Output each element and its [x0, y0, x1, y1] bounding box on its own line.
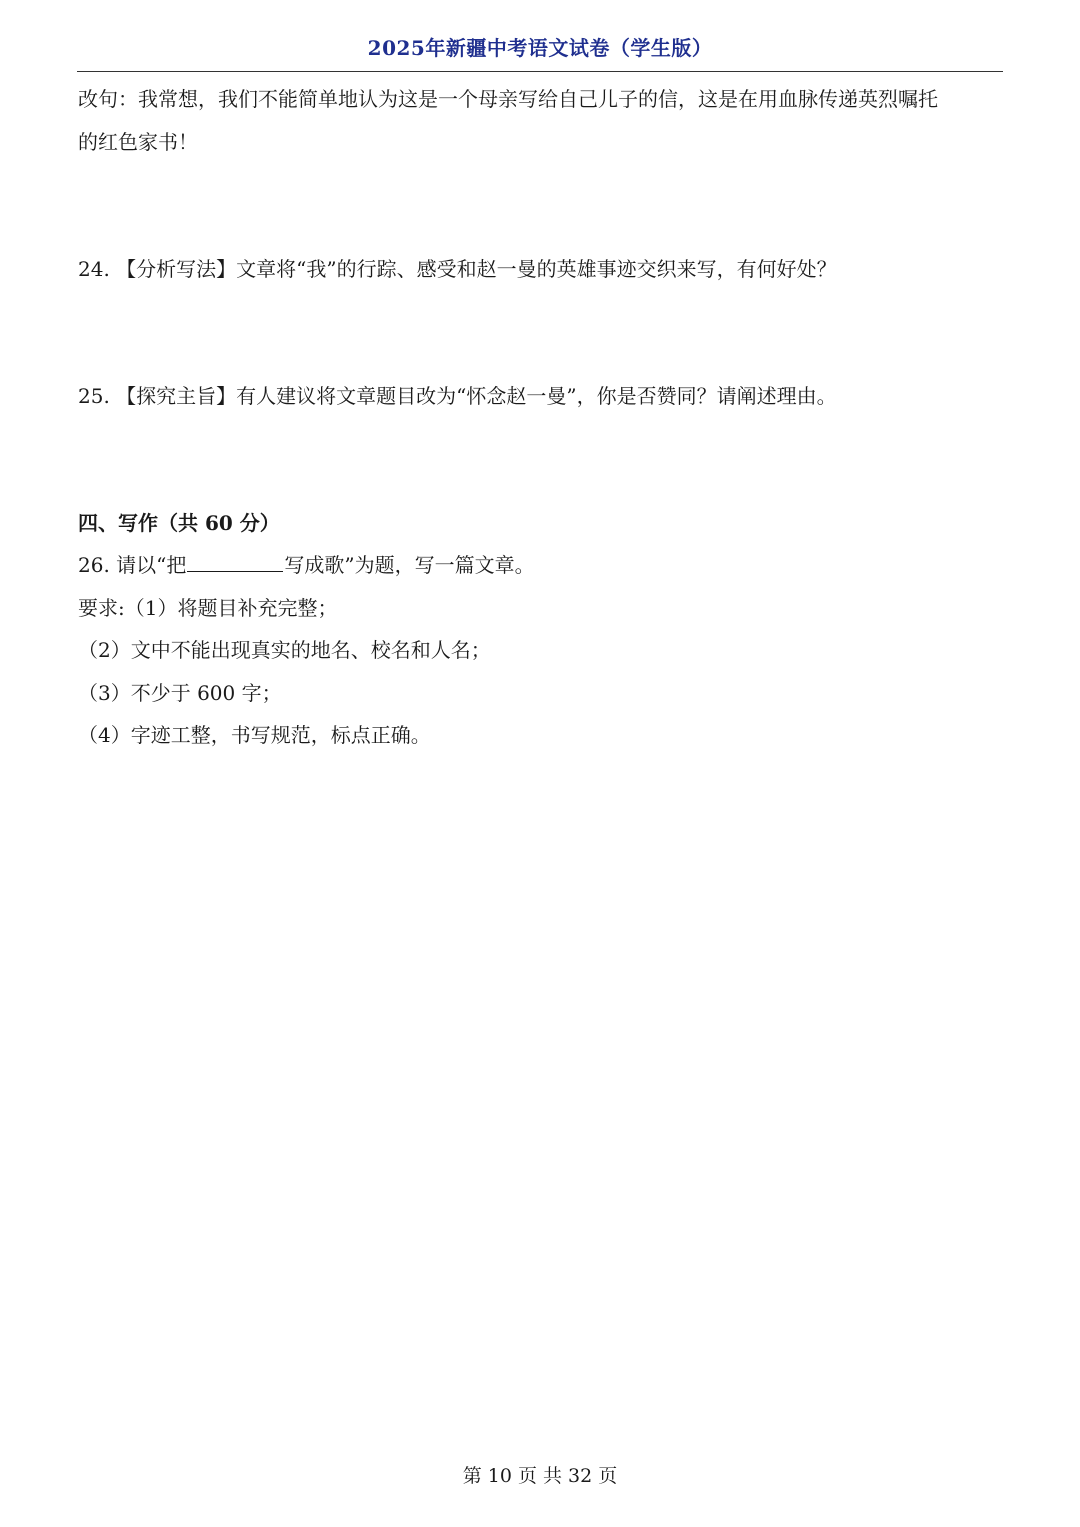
question-26-suffix: 写成歌”为题，写一篇文章。	[284, 553, 535, 577]
requirement-1: 要求:（1）将题目补充完整；	[78, 596, 338, 620]
revision-line-2: 的红色家书！	[78, 130, 198, 154]
question-25: 25. 【探究主旨】有人建议将文章题目改为“怀念赵一曼”，你是否赞同？请阐述理由。	[78, 384, 837, 408]
section-4-title: 四、写作（共 60 分）	[78, 511, 280, 535]
header-title: 2025年新疆中考语文试卷（学生版）	[367, 36, 713, 60]
question-24: 24. 【分析写法】文章将“我”的行踪、感受和赵一曼的英雄事迹交织来写，有何好处？	[78, 257, 837, 281]
requirement-3: （3）不少于 600 字；	[78, 681, 282, 705]
requirement-4: （4）字迹工整，书写规范，标点正确。	[78, 723, 431, 747]
requirement-2: （2）文中不能出现真实的地名、校名和人名；	[78, 638, 491, 662]
page-number: 第 10 页 共 32 页	[462, 1465, 618, 1487]
question-26-prefix: 26. 请以“把	[78, 553, 187, 577]
title-blank	[187, 553, 283, 572]
header-divider	[77, 71, 1003, 72]
revision-line-1: 改句：我常想，我们不能简单地认为这是一个母亲写给自己儿子的信，这是在用血脉传递英烈嘱托	[78, 87, 938, 111]
question-26	[78, 553, 535, 577]
